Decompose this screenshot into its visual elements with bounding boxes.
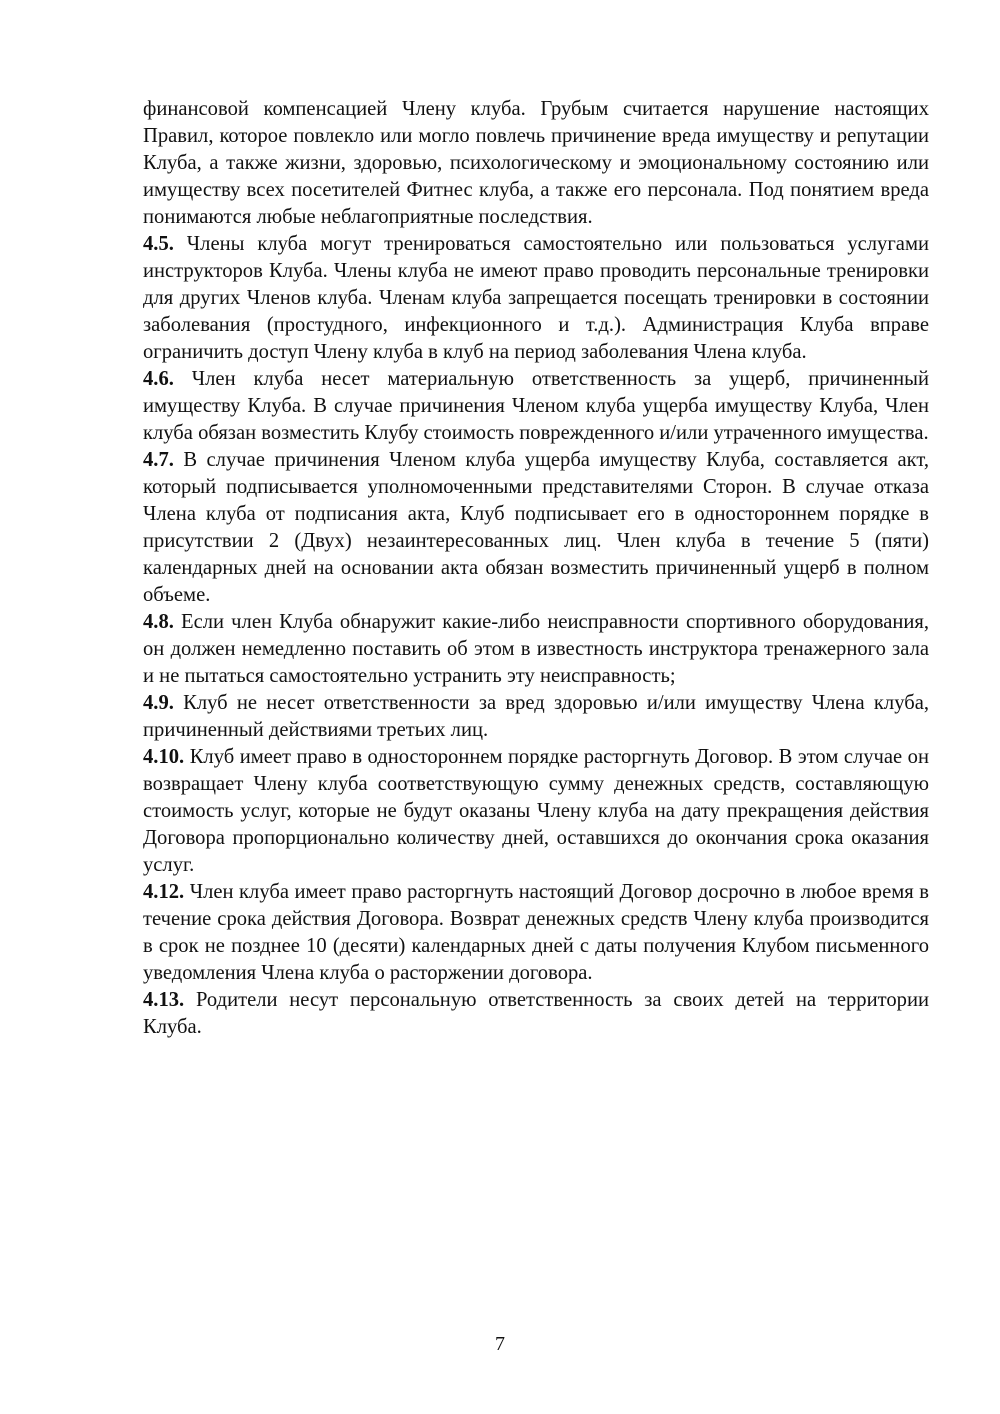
paragraph-text: финансовой компенсацией Члену клуба. Грубым считается нарушение настоящих Правил, которое повлекло или могло повлечь причинение вреда имуществу и репутации Клуба, а также жизни, здоровью, психологическому и эмоциональному состоянию или имуществу всех посетителей Фитнес клуба, а также его персонала. Под понятием вреда понимаются любые неблагоприятные последствия. — [143, 98, 929, 228]
section-number: 4.5. — [143, 233, 174, 255]
section-text: Клуб имеет право в одностороннем порядке расторгнуть Договор. В этом случае он возвращает Члену клуба соответствующую сумму денежных средств, составляющую стоимость услуг, которые не будут оказаны Члену клуба на дату прекращения действия Договора пропорционально количеству дней, оставшихся до окончания срока оказания услуг. — [143, 746, 930, 876]
section-text: Если член Клуба обнаружит какие-либо неисправности спортивного оборудования, он должен немедленно поставить об этом в известность инструктора тренажерного зала и не пытаться самостоятельно устранить эту неисправность; — [143, 611, 929, 687]
section-4-13 — [143, 987, 929, 1041]
paragraph-continuation — [143, 96, 929, 231]
section-4-5 — [143, 231, 929, 366]
document-body — [143, 96, 929, 1041]
section-text: Родители несут персональную ответственность за своих детей на территории Клуба. — [143, 989, 929, 1038]
section-4-10 — [143, 744, 929, 879]
section-number: 4.10. — [143, 746, 185, 768]
section-number: 4.6. — [143, 368, 174, 390]
section-number: 4.12. — [143, 881, 185, 903]
section-text: Член клуба имеет право расторгнуть настоящий Договор досрочно в любое время в течение срока действия Договора. Возврат денежных средств Члену клуба производится в срок не позднее 10 (десяти) календарных дней с даты получения Клубом письменного уведомления Члена клуба о расторжении договора. — [143, 881, 929, 984]
section-text: Член клуба несет материальную ответственность за ущерб, причиненный имуществу Клуба. В случае причинения Членом клуба ущерба имуществу Клуба, Член клуба обязан возместить Клубу стоимость поврежденного и/или утраченного имущества. — [143, 368, 929, 444]
section-4-7 — [143, 447, 929, 609]
section-text: В случае причинения Членом клуба ущерба имуществу Клуба, составляется акт, который подписывается уполномоченными представителями Сторон. В случае отказа Члена клуба от подписания акта, Клуб подписывает его в одностороннем порядке в присутствии 2 (Двух) незаинтересованных лиц. Член клуба в течение 5 (пяти) календарных дней на основании акта обязан возместить причиненный ущерб в полном объеме. — [143, 449, 929, 606]
section-number: 4.8. — [143, 611, 174, 633]
section-text: Клуб не несет ответственности за вред здоровью и/или имуществу Члена клуба, причиненный действиями третьих лиц. — [143, 692, 929, 741]
section-4-8 — [143, 609, 929, 690]
page-number: 7 — [495, 1333, 505, 1355]
section-number: 4.13. — [143, 989, 185, 1011]
section-number: 4.7. — [143, 449, 174, 471]
section-4-6 — [143, 366, 929, 447]
section-text: Члены клуба могут тренироваться самостоятельно или пользоваться услугами инструкторов Клуба. Члены клуба не имеют право проводить персональные тренировки для других Членов клуба. Членам клуба запрещается посещать тренировки в состоянии заболевания (простудного, инфекционного и т.д.). Администрация Клуба вправе ограничить доступ Члену клуба в клуб на период заболевания Члена клуба. — [143, 233, 929, 363]
section-number: 4.9. — [143, 692, 174, 714]
section-4-9 — [143, 690, 929, 744]
section-4-12 — [143, 879, 929, 987]
